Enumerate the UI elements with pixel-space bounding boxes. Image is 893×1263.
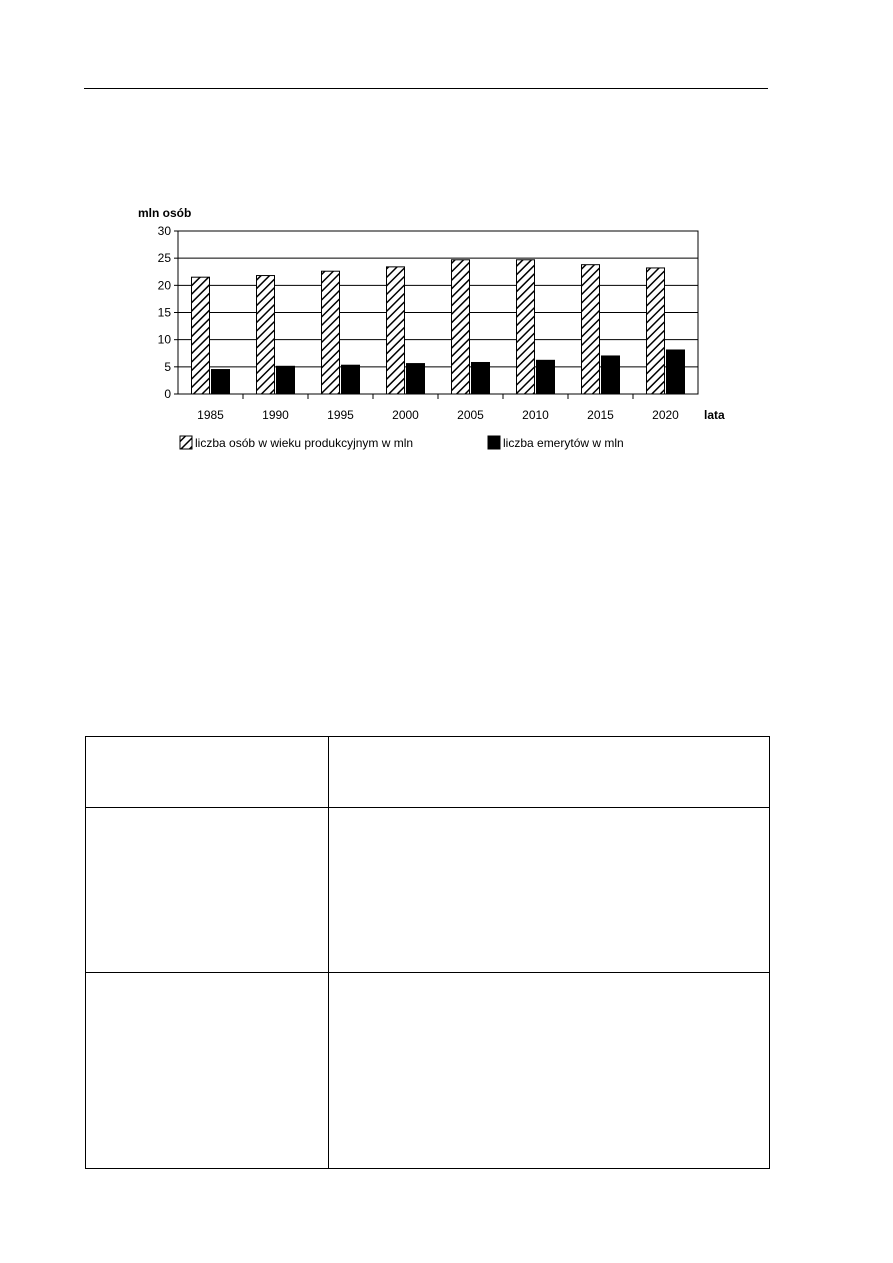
legend-swatch [488,436,500,449]
bar-pensioners [472,362,490,394]
bar-pensioners [602,356,620,394]
bar-pensioners [212,370,230,394]
table-cell[interactable] [86,973,329,1169]
legend-label: liczba osób w wieku produkcyjnym w mln [195,436,414,450]
bar-working-age [647,268,665,394]
table-cell[interactable] [86,737,329,808]
y-tick-label: 15 [157,305,171,320]
bar-chart [120,195,760,470]
bar-pensioners [407,364,425,394]
bar-working-age [257,276,275,394]
y-tick-label: 20 [157,278,171,293]
x-tick-label: 2010 [522,408,549,422]
bar-pensioners [342,365,360,394]
x-tick-label: 2005 [457,408,484,422]
table-row [86,808,770,973]
table-cell[interactable] [329,973,770,1169]
answer-table [85,736,770,1169]
bar-working-age [322,271,340,394]
table-row [86,973,770,1169]
y-tick-label: 25 [157,251,171,266]
y-tick-label: 5 [164,359,171,374]
y-axis-label: mln osób [138,206,192,220]
y-tick-label: 30 [157,224,171,238]
x-tick-label: 1995 [327,408,354,422]
y-tick-label: 0 [164,387,171,401]
x-tick-label: 2020 [652,408,679,422]
bar-pensioners [537,360,555,394]
x-axis-label: lata [704,408,725,422]
bar-working-age [387,267,405,394]
legend-swatch [180,436,192,449]
header-rule [84,88,768,89]
x-tick-label: 1990 [262,408,289,422]
table-cell[interactable] [86,808,329,973]
bar-pensioners [277,366,295,394]
legend-label: liczba emerytów w mln [503,436,624,450]
y-tick-label: 10 [157,332,171,347]
table-cell[interactable] [329,808,770,973]
bar-chart-svg [120,195,760,470]
table-row [86,737,770,808]
table-cell[interactable] [329,737,770,808]
bar-working-age [582,265,600,394]
bar-working-age [517,260,535,394]
x-tick-label: 2000 [392,408,419,422]
bar-working-age [452,260,470,394]
bar-pensioners [667,350,685,394]
bar-working-age [192,277,210,394]
x-tick-label: 1985 [197,408,224,422]
x-tick-label: 2015 [587,408,614,422]
